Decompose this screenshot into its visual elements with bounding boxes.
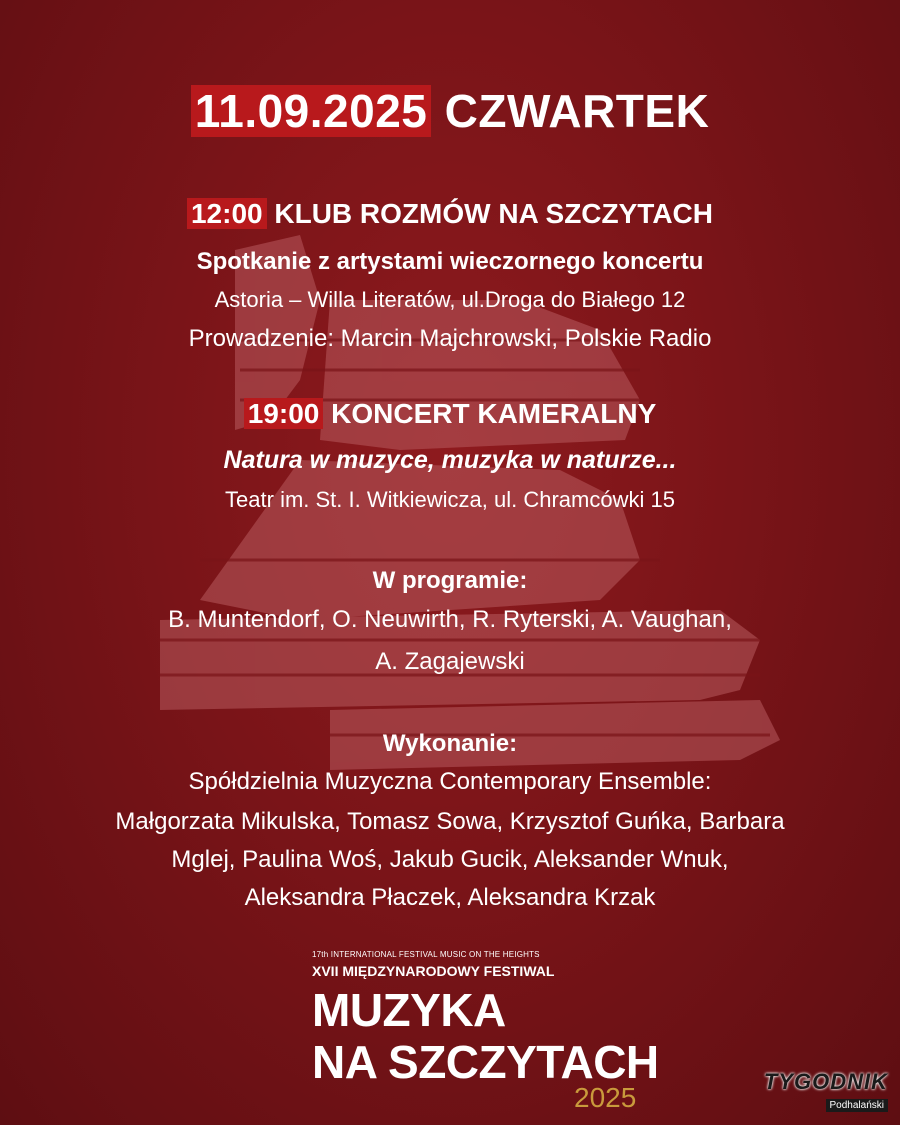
event2-title: KONCERT KAMERALNY: [331, 398, 657, 429]
program-heading: W programie:: [372, 567, 528, 594]
program-line-2: A. Zagajewski: [375, 648, 525, 675]
logo-subtitle: XVII MIĘDZYNARODOWY FESTIWAL: [312, 963, 555, 979]
performers-line-1: Spółdzielnia Muzyczna Contemporary Ensemble:: [188, 768, 712, 795]
logo-english-text: 17th INTERNATIONAL FESTIVAL MUSIC ON THE HEIGHTS: [312, 950, 540, 959]
watermark-main: TYGODNIK: [763, 1069, 888, 1094]
event1-title: KLUB ROZMÓW NA SZCZYTACH: [274, 198, 713, 229]
tygodnik-watermark: [764, 1069, 888, 1113]
event1-heading: [0, 198, 900, 230]
festival-logo: [312, 950, 659, 1113]
date-highlight: 11.09.2025: [191, 85, 432, 137]
weekday-label: CZWARTEK: [444, 85, 710, 137]
date-heading: [0, 84, 900, 138]
logo-line-2: NA SZCZYTACH: [312, 1036, 659, 1088]
event2-venue: Teatr im. St. I. Witkiewicza, ul. Chramcówki 15: [225, 487, 675, 512]
program-line-1: B. Muntendorf, O. Neuwirth, R. Ryterski, A. Vaughan,: [168, 606, 732, 633]
event2-time: 19:00: [244, 398, 324, 429]
event2-heading: [0, 398, 900, 430]
performers-line-4: Aleksandra Płaczek, Aleksandra Krzak: [244, 884, 656, 911]
event1-venue: Astoria – Willa Literatów, ul.Droga do Białego 12: [214, 287, 686, 312]
logo-year: 2025: [574, 1082, 637, 1113]
event1-subtitle: Spotkanie z artystami wieczornego koncertu: [196, 248, 704, 275]
watermark-sub: Podhalański: [826, 1099, 888, 1112]
logo-line-1: MUZYKA: [312, 984, 506, 1036]
performers-line-3: Mglej, Paulina Woś, Jakub Gucik, Aleksander Wnuk,: [171, 846, 729, 873]
event1-host: Prowadzenie: Marcin Majchrowski, Polskie Radio: [188, 325, 712, 352]
performers-heading: Wykonanie:: [382, 730, 518, 757]
event2-subtitle: Natura w muzyce, muzyka w naturze...: [223, 446, 677, 474]
event1-time: 12:00: [187, 198, 267, 229]
performers-line-2: Małgorzata Mikulska, Tomasz Sowa, Krzysztof Guńka, Barbara: [115, 808, 785, 835]
